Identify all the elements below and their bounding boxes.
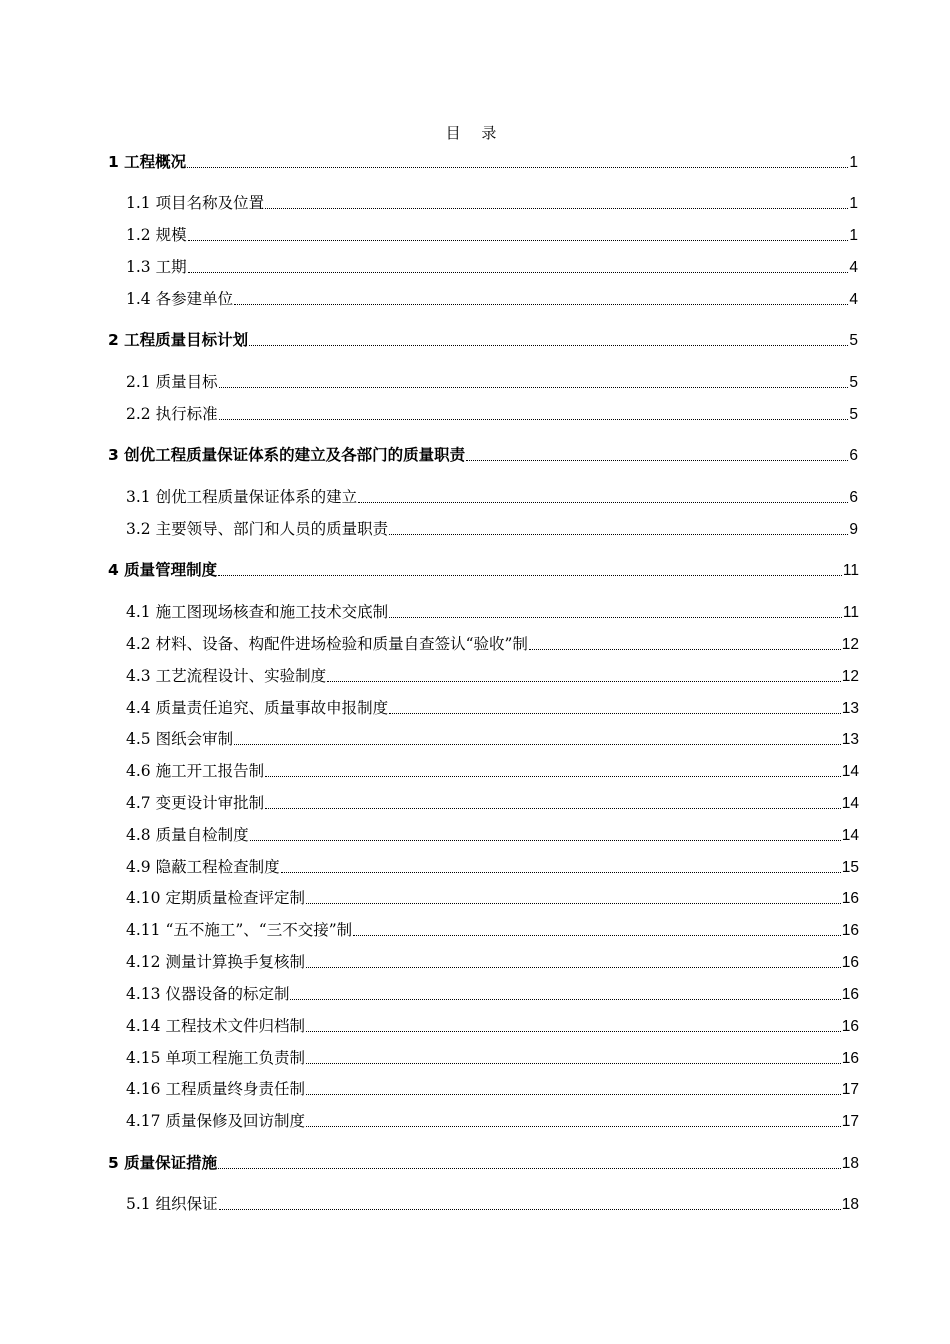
toc-page-number: 6 bbox=[849, 489, 858, 506]
toc-section-entry[interactable] bbox=[126, 1192, 859, 1214]
toc-entry-text: 1.1 项目名称及位置 bbox=[126, 194, 265, 212]
toc-dot-leader bbox=[358, 502, 848, 503]
toc-dot-leader bbox=[306, 1063, 841, 1064]
toc-page-number: 13 bbox=[841, 700, 859, 717]
toc-entry-text: 1.2 规模 bbox=[126, 226, 187, 244]
toc-dot-leader bbox=[265, 776, 841, 777]
toc-page-number: 16 bbox=[841, 1050, 859, 1067]
toc-dot-leader bbox=[265, 808, 841, 809]
toc-dot-leader bbox=[219, 387, 849, 388]
toc-dot-leader bbox=[188, 272, 849, 273]
toc-page-number: 14 bbox=[841, 827, 859, 844]
toc-entry-text: 4.11 “五不施工”、“三不交接”制 bbox=[126, 921, 353, 939]
toc-chapter-entry[interactable] bbox=[108, 443, 858, 465]
toc-chapter-entry[interactable] bbox=[108, 328, 858, 350]
toc-entry-text: 3 创优工程质量保证体系的建立及各部门的质量职责 bbox=[108, 446, 466, 464]
toc-section-entry[interactable] bbox=[126, 632, 859, 654]
toc-page-number: 17 bbox=[841, 1113, 859, 1130]
toc-page-number: 13 bbox=[841, 731, 859, 748]
toc-entry-text: 4.9 隐蔽工程检查制度 bbox=[126, 858, 280, 876]
toc-entry-text: 4.15 单项工程施工负责制 bbox=[126, 1049, 305, 1067]
toc-dot-leader bbox=[218, 1168, 841, 1169]
toc-entry-text: 4.7 变更设计审批制 bbox=[126, 794, 265, 812]
toc-dot-leader bbox=[187, 167, 848, 168]
toc-section-entry[interactable] bbox=[126, 1077, 859, 1099]
toc-title: 目 录 bbox=[445, 124, 505, 142]
toc-page-number: 4 bbox=[849, 291, 858, 308]
toc-entry-text: 1.3 工期 bbox=[126, 258, 187, 276]
toc-section-entry[interactable] bbox=[126, 1014, 859, 1036]
toc-entry-text: 4.14 工程技术文件归档制 bbox=[126, 1017, 305, 1035]
toc-section-entry[interactable] bbox=[126, 191, 858, 213]
toc-entry-text: 4.13 仪器设备的标定制 bbox=[126, 985, 290, 1003]
toc-dot-leader bbox=[529, 649, 841, 650]
toc-dot-leader bbox=[234, 744, 841, 745]
toc-dot-leader bbox=[265, 208, 848, 209]
toc-entry-text: 1.4 各参建单位 bbox=[126, 290, 234, 308]
toc-page-number: 14 bbox=[841, 763, 859, 780]
toc-section-entry[interactable] bbox=[126, 823, 859, 845]
toc-page-number: 1 bbox=[849, 154, 858, 171]
toc-dot-leader bbox=[306, 1031, 841, 1032]
toc-section-entry[interactable] bbox=[126, 600, 859, 622]
toc-dot-leader bbox=[218, 575, 842, 576]
toc-entry-text: 4.2 材料、设备、构配件进场检验和质量自查签认“验收”制 bbox=[126, 635, 528, 653]
toc-entry-text: 4.3 工艺流程设计、实验制度 bbox=[126, 667, 327, 685]
toc-section-entry[interactable] bbox=[126, 759, 859, 781]
toc-dot-leader bbox=[290, 999, 840, 1000]
toc-entry-text: 4 质量管理制度 bbox=[108, 561, 218, 579]
toc-page-number: 4 bbox=[849, 259, 858, 276]
toc-page-number: 16 bbox=[841, 986, 859, 1003]
toc-dot-leader bbox=[389, 617, 842, 618]
toc-dot-leader bbox=[281, 872, 841, 873]
toc-entry-text: 4.12 测量计算换手复核制 bbox=[126, 953, 305, 971]
toc-page-number: 15 bbox=[841, 859, 859, 876]
toc-dot-leader bbox=[327, 681, 841, 682]
toc-entry-text: 4.6 施工开工报告制 bbox=[126, 762, 265, 780]
toc-page-number: 16 bbox=[841, 890, 859, 907]
toc-section-entry[interactable] bbox=[126, 886, 859, 908]
toc-page-number: 17 bbox=[841, 1081, 859, 1098]
toc-entry-text: 3.1 创优工程质量保证体系的建立 bbox=[126, 488, 358, 506]
toc-section-entry[interactable] bbox=[126, 223, 858, 245]
toc-page-number: 14 bbox=[841, 795, 859, 812]
toc-dot-leader bbox=[466, 460, 848, 461]
toc-entry-text: 4.10 定期质量检查评定制 bbox=[126, 889, 305, 907]
toc-entry-text: 4.8 质量自检制度 bbox=[126, 826, 249, 844]
toc-section-entry[interactable] bbox=[126, 255, 858, 277]
toc-dot-leader bbox=[219, 1209, 841, 1210]
toc-section-entry[interactable] bbox=[126, 485, 858, 507]
toc-entry-text: 2.1 质量目标 bbox=[126, 373, 218, 391]
toc-page-number: 11 bbox=[842, 604, 859, 621]
toc-page-number: 18 bbox=[841, 1155, 859, 1172]
toc-section-entry[interactable] bbox=[126, 1046, 859, 1068]
toc-dot-leader bbox=[250, 840, 841, 841]
toc-section-entry[interactable] bbox=[126, 370, 858, 392]
toc-section-entry[interactable] bbox=[126, 918, 859, 940]
toc-dot-leader bbox=[389, 713, 841, 714]
toc-page-number: 6 bbox=[849, 447, 858, 464]
toc-dot-leader bbox=[306, 967, 841, 968]
toc-section-entry[interactable] bbox=[126, 950, 859, 972]
toc-chapter-entry[interactable] bbox=[108, 150, 858, 172]
toc-entry-text: 1 工程概况 bbox=[108, 153, 187, 171]
toc-section-entry[interactable] bbox=[126, 696, 859, 718]
toc-section-entry[interactable] bbox=[126, 287, 858, 309]
toc-chapter-entry[interactable] bbox=[108, 558, 859, 580]
toc-section-entry[interactable] bbox=[126, 1109, 859, 1131]
toc-page-number: 5 bbox=[849, 406, 858, 423]
toc-page-number: 16 bbox=[841, 1018, 859, 1035]
toc-dot-leader bbox=[389, 534, 848, 535]
toc-dot-leader bbox=[249, 345, 848, 346]
toc-page-number: 1 bbox=[849, 195, 858, 212]
toc-section-entry[interactable] bbox=[126, 517, 858, 539]
toc-entry-text: 5.1 组织保证 bbox=[126, 1195, 218, 1213]
toc-entry-text: 4.5 图纸会审制 bbox=[126, 730, 234, 748]
toc-entry-text: 4.1 施工图现场核查和施工技术交底制 bbox=[126, 603, 389, 621]
toc-page-number: 12 bbox=[841, 636, 859, 653]
toc-page-number: 1 bbox=[849, 227, 858, 244]
toc-chapter-entry[interactable] bbox=[108, 1151, 859, 1173]
toc-dot-leader bbox=[306, 903, 841, 904]
toc-section-entry[interactable] bbox=[126, 402, 858, 424]
toc-dot-leader bbox=[188, 240, 849, 241]
toc-entry-text: 5 质量保证措施 bbox=[108, 1154, 218, 1172]
toc-section-entry[interactable] bbox=[126, 727, 859, 749]
toc-dot-leader bbox=[234, 304, 848, 305]
toc-page-number: 5 bbox=[849, 374, 858, 391]
toc-section-entry[interactable] bbox=[126, 855, 859, 877]
toc-dot-leader bbox=[353, 935, 841, 936]
toc-dot-leader bbox=[306, 1094, 841, 1095]
toc-entry-text: 4.17 质量保修及回访制度 bbox=[126, 1112, 305, 1130]
toc-page-number: 16 bbox=[841, 922, 859, 939]
toc-page-number: 5 bbox=[849, 332, 858, 349]
toc-page-number: 9 bbox=[849, 521, 858, 538]
toc-entry-text: 2.2 执行标准 bbox=[126, 405, 218, 423]
toc-section-entry[interactable] bbox=[126, 664, 859, 686]
toc-page-number: 12 bbox=[841, 668, 859, 685]
toc-dot-leader bbox=[219, 419, 849, 420]
toc-page-number: 18 bbox=[841, 1196, 859, 1213]
toc-page-number: 11 bbox=[842, 562, 859, 579]
toc-entry-text: 2 工程质量目标计划 bbox=[108, 331, 249, 349]
toc-section-entry[interactable] bbox=[126, 982, 859, 1004]
toc-entry-text: 4.4 质量责任追究、质量事故申报制度 bbox=[126, 699, 389, 717]
toc-dot-leader bbox=[306, 1126, 841, 1127]
toc-section-entry[interactable] bbox=[126, 791, 859, 813]
toc-page-number: 16 bbox=[841, 954, 859, 971]
toc-entry-text: 4.16 工程质量终身责任制 bbox=[126, 1080, 305, 1098]
toc-entry-text: 3.2 主要领导、部门和人员的质量职责 bbox=[126, 520, 389, 538]
